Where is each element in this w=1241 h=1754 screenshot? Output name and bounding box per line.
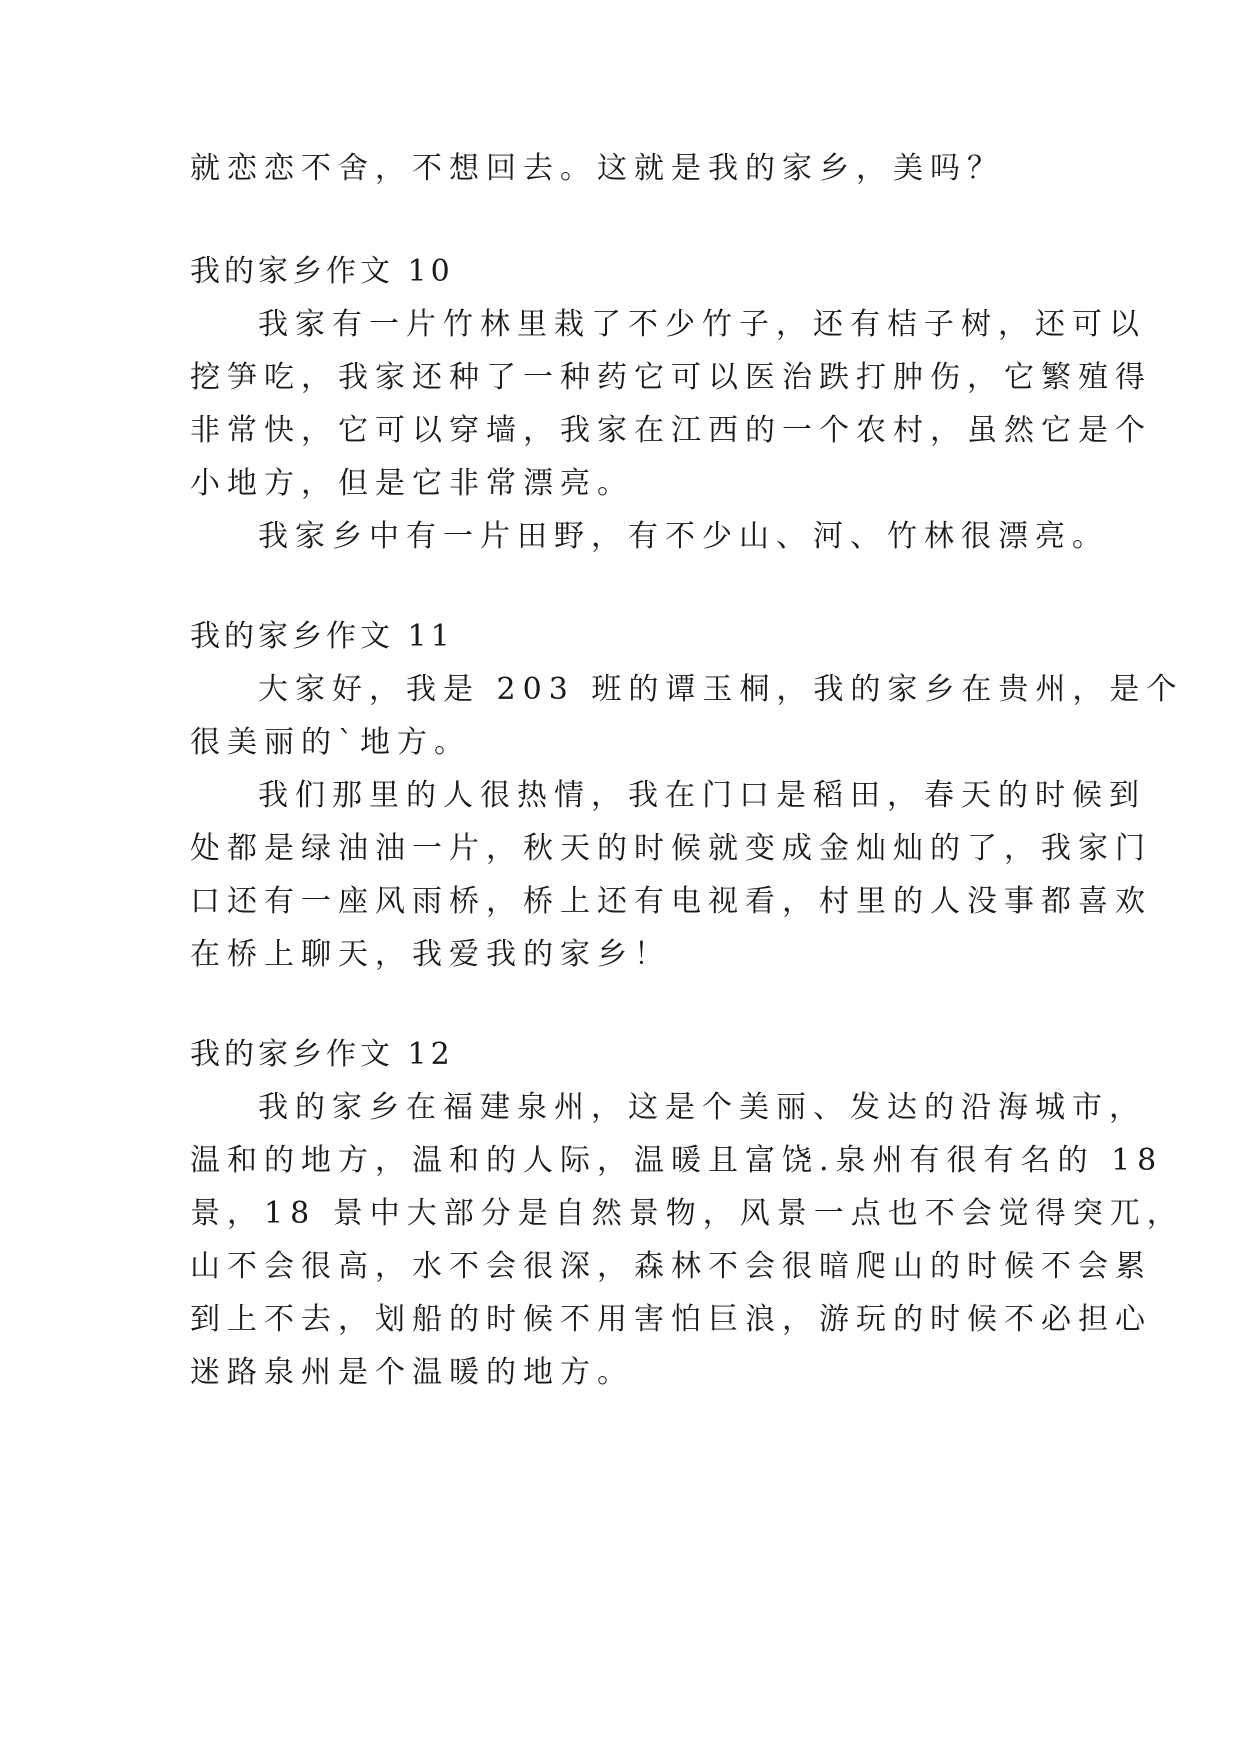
paragraph-line: 处都是绿油油一片，秋天的时候就变成金灿灿的了，我家门 xyxy=(190,831,1152,866)
intro-line: 就恋恋不舍，不想回去。这就是我的家乡，美吗？ xyxy=(190,151,1004,186)
paragraph-line: 非常快，它可以穿墙，我家在江西的一个农村，虽然它是个 xyxy=(190,413,1152,448)
paragraph-line: 迷路泉州是个温暖的地方。 xyxy=(190,1355,634,1390)
paragraph-line: 到上不去，划船的时候不用害怕巨浪，游玩的时候不必担心 xyxy=(190,1302,1152,1337)
paragraph-line: 景，18 景中大部分是自然景物，风景一点也不会觉得突兀， xyxy=(190,1196,1184,1231)
paragraph-line: 大家好，我是 203 班的谭玉桐，我的家乡在贵州，是个 xyxy=(258,672,1184,707)
paragraph-line: 山不会很高，水不会很深，森林不会很暗爬山的时候不会累 xyxy=(190,1249,1152,1284)
paragraph-line: 口还有一座风雨桥，桥上还有电视看，村里的人没事都喜欢 xyxy=(190,884,1152,919)
paragraph-line: 我们那里的人很热情，我在门口是稻田，春天的时候到 xyxy=(258,778,1146,813)
paragraph-line: 我家乡中有一片田野，有不少山、河、竹林很漂亮。 xyxy=(258,519,1109,554)
paragraph-line: 温和的地方，温和的人际，温暖且富饶.泉州有很有名的 18 xyxy=(190,1143,1164,1178)
paragraph-line: 挖笋吃，我家还种了一种药它可以医治跌打肿伤，它繁殖得 xyxy=(190,360,1152,395)
paragraph-line: 很美丽的`地方。 xyxy=(190,725,471,760)
section-title-10: 我的家乡作文 10 xyxy=(190,254,454,289)
paragraph-line: 我的家乡在福建泉州，这是个美丽、发达的沿海城市， xyxy=(258,1090,1146,1125)
section-title-12: 我的家乡作文 12 xyxy=(190,1037,454,1072)
paragraph-line: 在桥上聊天，我爱我的家乡！ xyxy=(190,937,671,972)
section-title-11: 我的家乡作文 11 xyxy=(190,619,454,654)
paragraph-line: 我家有一片竹林里栽了不少竹子，还有桔子树，还可以 xyxy=(258,307,1146,342)
paragraph-line: 小地方，但是它非常漂亮。 xyxy=(190,466,634,501)
